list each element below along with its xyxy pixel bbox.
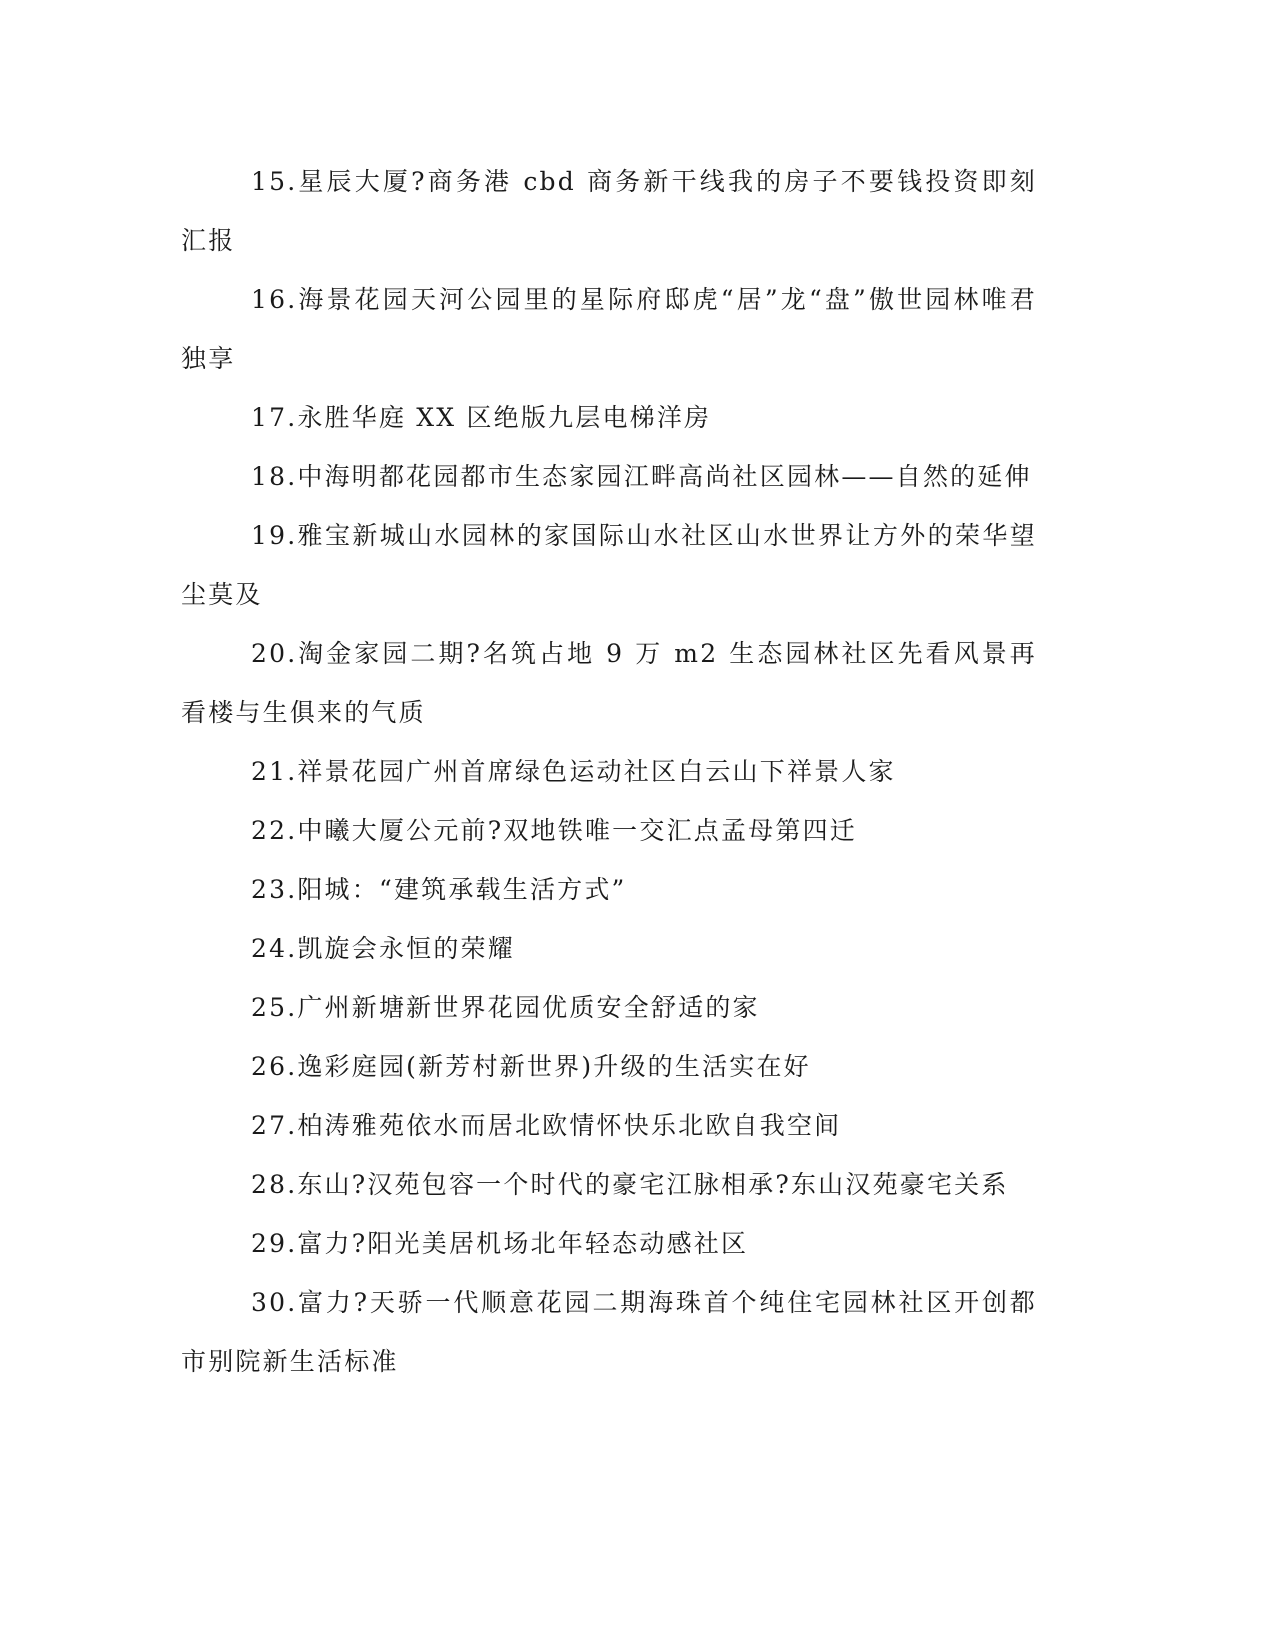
list-item: 28.东山?汉苑包容一个时代的豪宅江脉相承?东山汉苑豪宅关系 <box>251 1170 1009 1199</box>
list-item: 22.中曦大厦公元前?双地铁唯一交汇点孟母第四迁 <box>251 816 857 845</box>
list-item: 19.雅宝新城山水园林的家国际山水社区山水世界让方外的荣华望尘莫及 <box>181 521 1037 609</box>
list-item: 23.阳城：“建筑承载生活方式” <box>251 875 627 904</box>
list-item: 15.星辰大厦?商务港 cbd 商务新干线我的房子不要钱投资即刻汇报 <box>181 167 1037 255</box>
list-item: 16.海景花园天河公园里的星际府邸虎“居”龙“盘”傲世园林唯君独享 <box>181 285 1037 373</box>
list-item: 29.富力?阳光美居机场北年轻态动感社区 <box>251 1229 749 1258</box>
list-item: 17.永胜华庭 XX 区绝版九层电梯洋房 <box>251 403 712 432</box>
document-body <box>181 152 1037 1391</box>
list-item: 24.凯旋会永恒的荣耀 <box>251 934 515 963</box>
list-item: 26.逸彩庭园(新芳村新世界)升级的生活实在好 <box>251 1052 811 1081</box>
list-item: 21.祥景花园广州首席绿色运动社区白云山下祥景人家 <box>251 757 896 786</box>
list-item: 30.富力?天骄一代顺意花园二期海珠首个纯住宅园林社区开创都市别院新生活标准 <box>181 1288 1037 1376</box>
list-item: 27.柏涛雅苑依水而居北欧情怀快乐北欧自我空间 <box>251 1111 842 1140</box>
list-item: 20.淘金家园二期?名筑占地 9 万 m2 生态园林社区先看风景再看楼与生俱来的气质 <box>181 639 1037 727</box>
list-item: 18.中海明都花园都市生态家园江畔高尚社区园林——自然的延伸 <box>251 462 1032 491</box>
list-item: 25.广州新塘新世界花园优质安全舒适的家 <box>251 993 760 1022</box>
